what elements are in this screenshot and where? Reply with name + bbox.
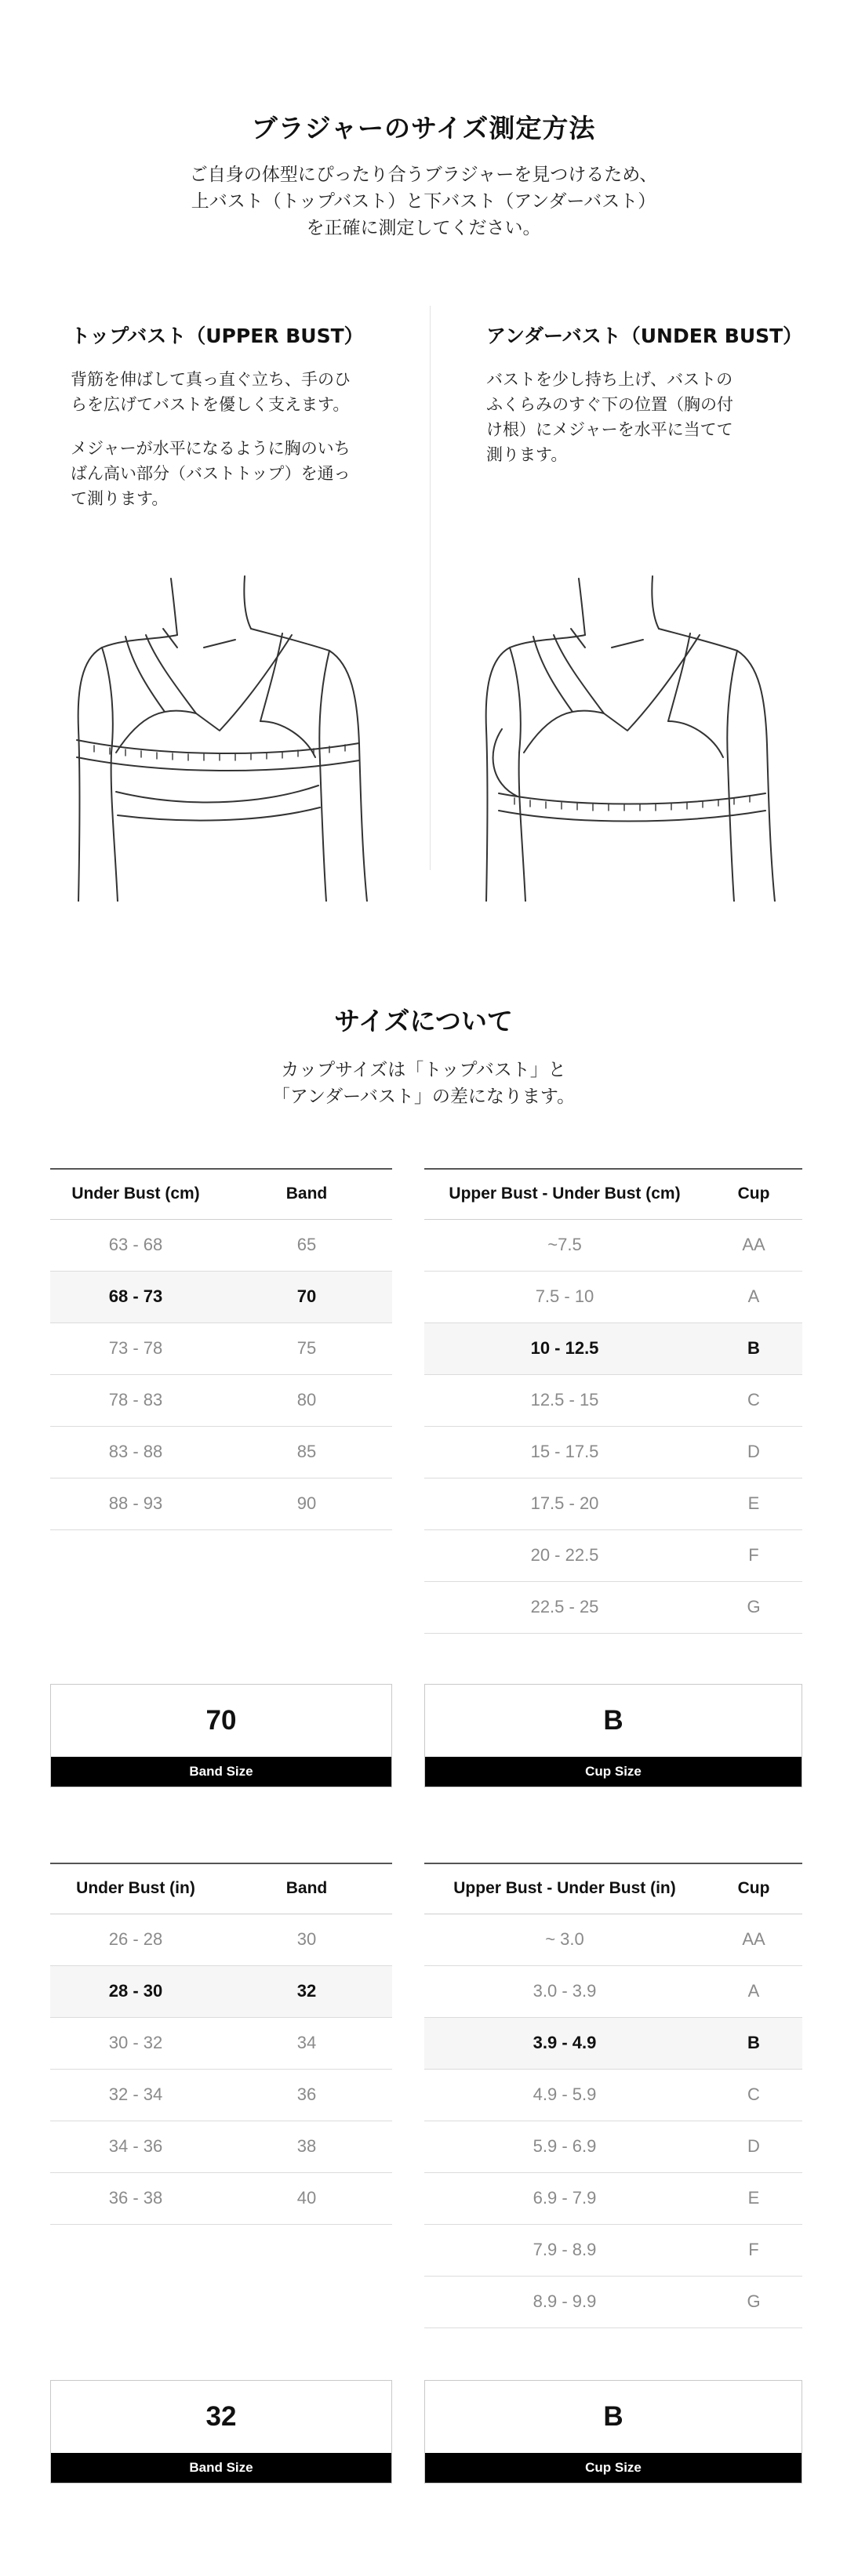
table-row[interactable]: [424, 1478, 802, 1529]
text-line: け根）にメジャーを水平に当てて: [486, 420, 733, 439]
band-table-cm: [50, 1168, 392, 1530]
table-cell: ~ 3.0: [424, 1914, 705, 1965]
table-cell: 83 - 88: [50, 1426, 221, 1478]
table-cell: 3.0 - 3.9: [424, 1965, 705, 2017]
table-cell: 5.9 - 6.9: [424, 2121, 705, 2172]
band-size-value: 70: [205, 1705, 237, 1736]
text-line: 背筋を伸ばして真っ直ぐ立ち、手のひ: [71, 370, 351, 389]
measure-intro-line: ご自身の体型にぴったり合うブラジャーを見つけるため、: [189, 165, 658, 185]
table-cell: A: [705, 1965, 802, 2017]
table-row-selected[interactable]: [424, 2017, 802, 2069]
table-row-selected[interactable]: [50, 1965, 392, 2017]
table-cell: 78 - 83: [50, 1374, 221, 1426]
cup-size-label: Cup Size: [425, 1757, 802, 1787]
measure-intro-line: 上バスト（トップバスト）と下バスト（アンダーバスト）: [191, 191, 656, 212]
table-cell: A: [705, 1271, 802, 1322]
sizes-intro: [0, 1057, 847, 1110]
table-row-selected[interactable]: [424, 1322, 802, 1374]
table-cell: 30: [221, 1914, 392, 1965]
table-header-row: [424, 1169, 802, 1219]
table-cell: F: [705, 1529, 802, 1581]
table-cell: 34: [221, 2017, 392, 2069]
table-cell: 7.9 - 8.9: [424, 2224, 705, 2276]
table-cell: C: [705, 2069, 802, 2121]
table-cell: 6.9 - 7.9: [424, 2172, 705, 2224]
measure-title: ブラジャーのサイズ測定方法: [251, 113, 596, 143]
table-cell: B: [705, 1322, 802, 1374]
column-header: Under Bust (cm): [50, 1169, 221, 1219]
table-cell: 34 - 36: [50, 2121, 221, 2172]
table-cell: 65: [221, 1219, 392, 1271]
column-header: Upper Bust - Under Bust (cm): [424, 1169, 705, 1219]
upper-bust-text-1: [71, 367, 400, 417]
table-cell: 12.5 - 15: [424, 1374, 705, 1426]
cup-table-cm: [424, 1168, 802, 1634]
table-cell: G: [705, 1581, 802, 1633]
table-row[interactable]: [424, 1219, 802, 1271]
table-header-row: [424, 1863, 802, 1914]
cup-size-label: Cup Size: [425, 2453, 802, 2483]
table-row[interactable]: [424, 2121, 802, 2172]
cup-size-result-in: [424, 2380, 802, 2483]
column-header: Upper Bust - Under Bust (in): [424, 1863, 705, 1914]
upper-bust-text-2: [71, 436, 400, 511]
table-cell: 17.5 - 20: [424, 1478, 705, 1529]
table-row[interactable]: [424, 1271, 802, 1322]
table-header-row: [50, 1169, 392, 1219]
cup-size-value: B: [603, 2401, 623, 2432]
table-row[interactable]: [50, 1478, 392, 1529]
text-line: ふくらみのすぐ下の位置（胸の付: [486, 395, 733, 414]
table-row[interactable]: [424, 1581, 802, 1633]
column-header: Cup: [705, 1169, 802, 1219]
table-cell: 73 - 78: [50, 1322, 221, 1374]
table-cell: 26 - 28: [50, 1914, 221, 1965]
table-cell: 80: [221, 1374, 392, 1426]
band-size-label: Band Size: [51, 2453, 391, 2483]
table-cell: E: [705, 1478, 802, 1529]
text-line: らを広げてバストを優しく支えます。: [71, 395, 350, 414]
table-row[interactable]: [424, 2069, 802, 2121]
table-cell: AA: [705, 1219, 802, 1271]
table-cell: C: [705, 1374, 802, 1426]
column-header: Cup: [705, 1863, 802, 1914]
table-row[interactable]: [424, 2224, 802, 2276]
table-cell: 3.9 - 4.9: [424, 2017, 705, 2069]
table-row[interactable]: [50, 2017, 392, 2069]
table-cell: D: [705, 2121, 802, 2172]
band-table-in: [50, 1863, 392, 2225]
column-header: Band: [221, 1169, 392, 1219]
sizes-intro-line: 「アンダーバスト」の差になります。: [271, 1087, 576, 1107]
table-cell: AA: [705, 1914, 802, 1965]
upper-bust-illustration: [71, 572, 384, 902]
table-cell: 8.9 - 9.9: [424, 2276, 705, 2327]
table-cell: 70: [221, 1271, 392, 1322]
measure-intro: [0, 161, 847, 241]
cup-size-result-cm: [424, 1684, 802, 1787]
cup-table-in: [424, 1863, 802, 2328]
table-row[interactable]: [424, 1426, 802, 1478]
under-bust-illustration: [478, 572, 792, 902]
table-cell: G: [705, 2276, 802, 2327]
table-cell: 68 - 73: [50, 1271, 221, 1322]
band-size-label: Band Size: [51, 1757, 391, 1787]
table-row[interactable]: [50, 1426, 392, 1478]
table-row[interactable]: [50, 1219, 392, 1271]
column-header: Band: [221, 1863, 392, 1914]
table-cell: 75: [221, 1322, 392, 1374]
text-line: 測ります。: [486, 445, 568, 464]
table-cell: B: [705, 2017, 802, 2069]
sizes-intro-line: カップサイズは「トップバスト」と: [281, 1060, 566, 1080]
table-cell: 88 - 93: [50, 1478, 221, 1529]
table-cell: 38: [221, 2121, 392, 2172]
band-size-result-cm: [50, 1684, 392, 1787]
cup-size-value: B: [603, 1705, 623, 1736]
table-row[interactable]: [424, 2276, 802, 2327]
table-row[interactable]: [424, 1374, 802, 1426]
table-cell: 90: [221, 1478, 392, 1529]
table-cell: E: [705, 2172, 802, 2224]
table-row[interactable]: [424, 2172, 802, 2224]
table-cell: ~7.5: [424, 1219, 705, 1271]
band-size-result-in: [50, 2380, 392, 2483]
column-header: Under Bust (in): [50, 1863, 221, 1914]
table-row[interactable]: [50, 2069, 392, 2121]
table-cell: D: [705, 1426, 802, 1478]
table-row-selected[interactable]: [50, 1271, 392, 1322]
table-cell: 4.9 - 5.9: [424, 2069, 705, 2121]
under-bust-title: アンダーバスト（UNDER BUST）: [486, 325, 803, 347]
table-row[interactable]: [50, 1322, 392, 1374]
table-cell: 10 - 12.5: [424, 1322, 705, 1374]
measure-intro-line: を正確に測定してください。: [306, 218, 541, 238]
table-cell: 36: [221, 2069, 392, 2121]
under-bust-text: [486, 367, 816, 467]
band-size-value: 32: [205, 2401, 237, 2432]
table-row[interactable]: [424, 1914, 802, 1965]
table-cell: 22.5 - 25: [424, 1581, 705, 1633]
table-row[interactable]: [50, 1914, 392, 1965]
table-row[interactable]: [424, 1529, 802, 1581]
table-cell: 30 - 32: [50, 2017, 221, 2069]
text-line: ばん高い部分（バストトップ）を通っ: [71, 464, 351, 483]
table-row[interactable]: [50, 1374, 392, 1426]
table-cell: 20 - 22.5: [424, 1529, 705, 1581]
table-cell: 15 - 17.5: [424, 1426, 705, 1478]
table-cell: 63 - 68: [50, 1219, 221, 1271]
table-cell: 40: [221, 2172, 392, 2224]
table-cell: 32: [221, 1965, 392, 2017]
table-cell: 28 - 30: [50, 1965, 221, 2017]
upper-bust-title: トップバスト（UPPER BUST）: [71, 325, 364, 347]
table-cell: 36 - 38: [50, 2172, 221, 2224]
table-row[interactable]: [50, 2121, 392, 2172]
sizes-title: サイズについて: [334, 1006, 513, 1036]
table-cell: 7.5 - 10: [424, 1271, 705, 1322]
table-cell: 85: [221, 1426, 392, 1478]
table-cell: F: [705, 2224, 802, 2276]
table-cell: 32 - 34: [50, 2069, 221, 2121]
text-line: て測ります。: [71, 489, 169, 508]
column-divider: [430, 306, 431, 870]
table-header-row: [50, 1863, 392, 1914]
table-row[interactable]: [424, 1965, 802, 2017]
text-line: メジャーが水平になるように胸のいち: [71, 439, 351, 458]
text-line: バストを少し持ち上げ、バストの: [486, 370, 733, 389]
table-row[interactable]: [50, 2172, 392, 2224]
